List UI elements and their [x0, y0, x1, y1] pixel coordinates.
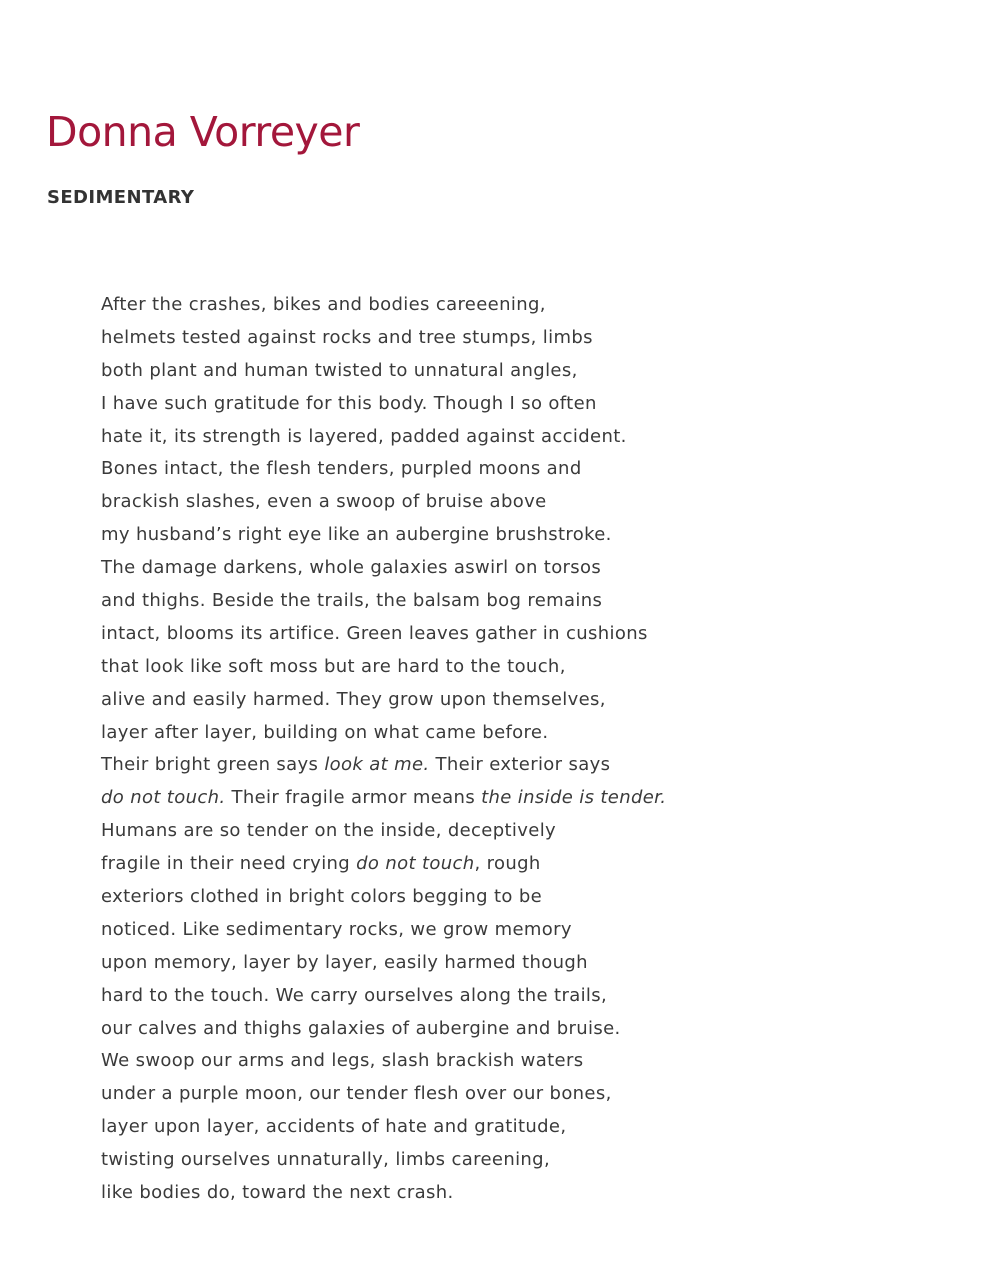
poem-line [101, 914, 981, 947]
poem-line-text: hard to the touch. We carry ourselves along the trails, [101, 984, 608, 1006]
poem-line-text: exteriors clothed in bright colors begging to be [101, 886, 543, 908]
poem-line-text: and thighs. Beside the trails, the balsam bog remains [101, 590, 603, 612]
poem-line-italic-text: the inside is tender. [481, 787, 667, 809]
poem-line-text: The damage darkens, whole galaxies aswirl on torsos [101, 557, 602, 579]
poem-line-text: I have such gratitude for this body. Though I so often [101, 392, 597, 414]
author-name: Donna Vorreyer [46, 108, 360, 156]
poem-line-text: fragile in their need crying [101, 853, 357, 875]
poem-line-italic-text: do not touch. [101, 787, 226, 809]
poem-line [101, 1111, 981, 1144]
poem-line [101, 519, 981, 552]
poem-line [101, 651, 981, 684]
poem-line [101, 749, 981, 782]
poem-line-text: Their exterior says [429, 754, 611, 776]
poem-line [101, 1078, 981, 1111]
poem-line [101, 717, 981, 750]
poem-line-text: under a purple moon, our tender flesh over our bones, [101, 1083, 612, 1105]
poem-line [101, 453, 981, 486]
poem-line-text: upon memory, layer by layer, easily harmed though [101, 951, 588, 973]
poem-line [101, 322, 981, 355]
poem-line [101, 1144, 981, 1177]
poem-line-text: hate it, its strength is layered, padded against accident. [101, 425, 627, 447]
poem-line-text: my husband’s right eye like an aubergine brushstroke. [101, 524, 612, 546]
poem-title: SEDIMENTARY [47, 187, 195, 208]
poem-line-text: our calves and thighs galaxies of aubergine and bruise. [101, 1017, 621, 1039]
poem-line-text: Their fragile armor means [225, 787, 482, 809]
poem-line [101, 848, 981, 881]
poem-line [101, 881, 981, 914]
poem-line-text: twisting ourselves unnaturally, limbs careening, [101, 1149, 551, 1171]
poem-line [101, 388, 981, 421]
poem-line-text: layer after layer, building on what came before. [101, 721, 549, 743]
poem-line-text: both plant and human twisted to unnatural angles, [101, 359, 578, 381]
poem-line [101, 1177, 981, 1210]
poem-line-text: helmets tested against rocks and tree stumps, limbs [101, 326, 593, 348]
poem-line-text: that look like soft moss but are hard to the touch, [101, 655, 566, 677]
poem-line [101, 618, 981, 651]
poem-line [101, 980, 981, 1013]
poem-line-text: like bodies do, toward the next crash. [101, 1182, 454, 1204]
poem-line [101, 355, 981, 388]
poem-line [101, 1013, 981, 1046]
poem-line [101, 684, 981, 717]
poem-body [101, 289, 981, 1210]
poem-line [101, 421, 981, 454]
poem-line [101, 782, 981, 815]
poem-line-text: We swoop our arms and legs, slash brackish waters [101, 1050, 584, 1072]
poem-line [101, 486, 981, 519]
poem-line-text: intact, blooms its artifice. Green leaves gather in cushions [101, 622, 648, 644]
poem-line-text: Bones intact, the flesh tenders, purpled moons and [101, 458, 582, 480]
poem-line [101, 815, 981, 848]
poem-line [101, 1045, 981, 1078]
poem-line-text: layer upon layer, accidents of hate and gratitude, [101, 1116, 567, 1138]
poem-line [101, 289, 981, 322]
poem-line-text: Humans are so tender on the inside, deceptively [101, 820, 557, 842]
poem-line-italic-text: do not touch [356, 853, 475, 875]
poem-line [101, 947, 981, 980]
poem-line-text: noticed. Like sedimentary rocks, we grow memory [101, 918, 572, 940]
poem-line-text: After the crashes, bikes and bodies careeening, [101, 294, 546, 315]
poem-line-text: brackish slashes, even a swoop of bruise above [101, 491, 547, 513]
poem-line [101, 585, 981, 618]
poem-line-text: Their bright green says [101, 754, 325, 776]
poem-line [101, 552, 981, 585]
poem-line-text: alive and easily harmed. They grow upon themselves, [101, 688, 606, 710]
poem-line-italic-text: look at me. [324, 754, 430, 776]
poem-line-text: , rough [474, 853, 541, 875]
